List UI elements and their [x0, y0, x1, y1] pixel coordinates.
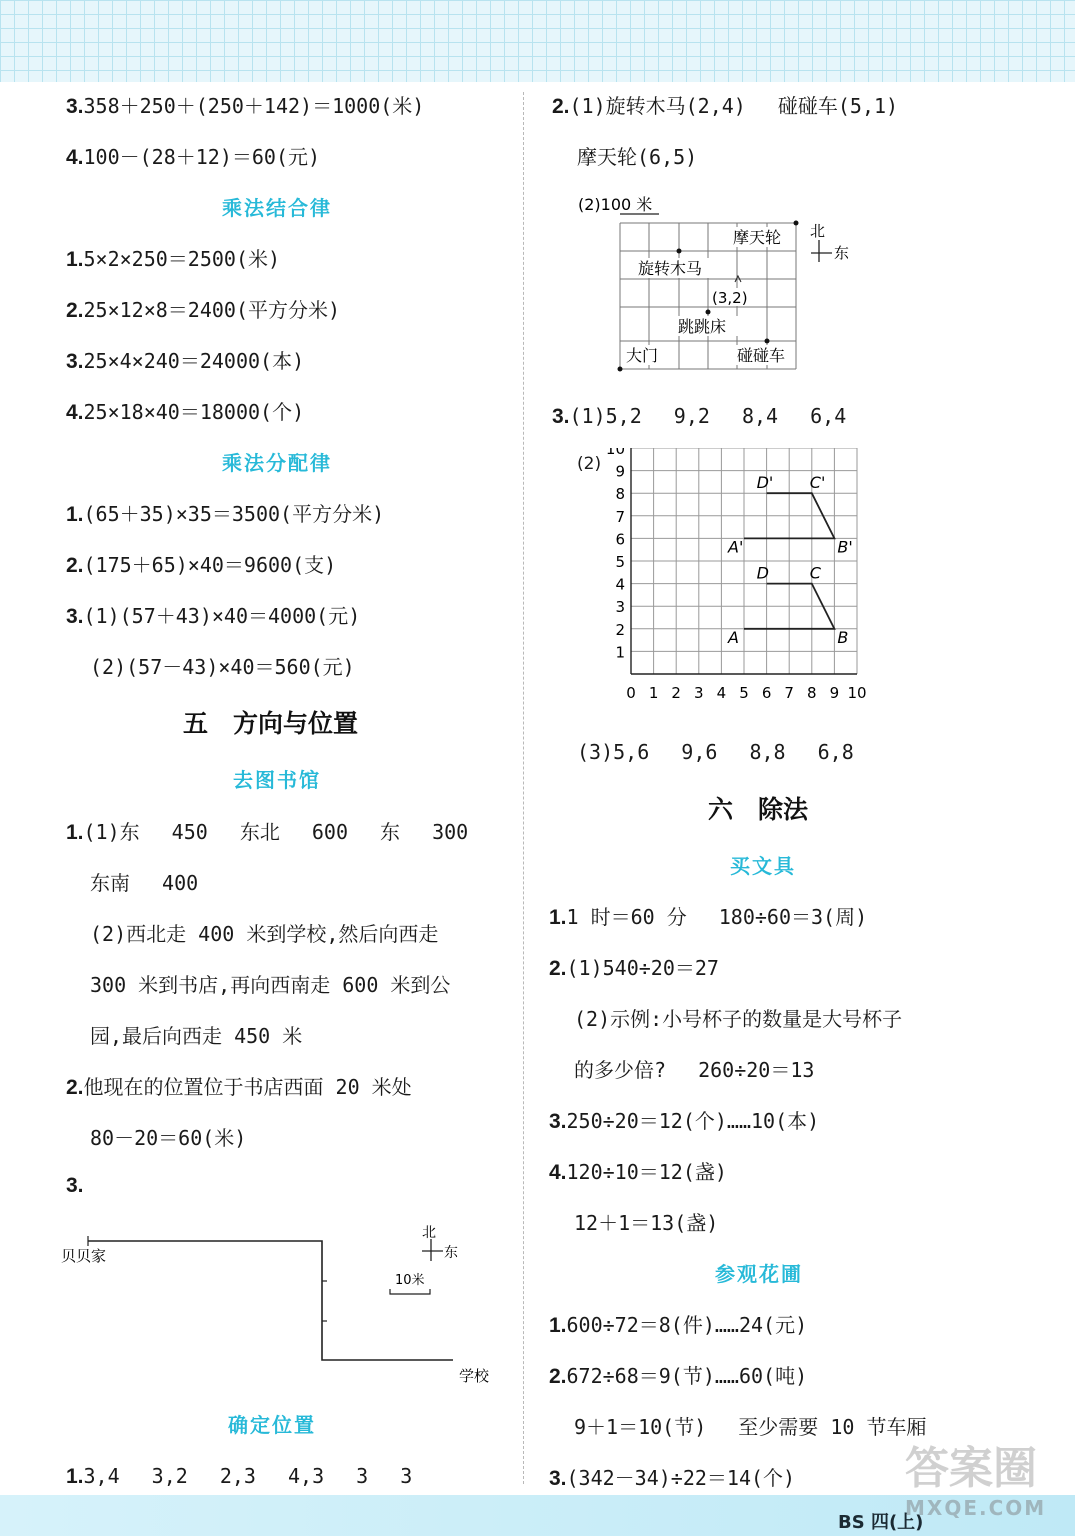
carousel-label: 旋转木马 [638, 259, 703, 278]
x-tick-label: 9 [829, 684, 840, 702]
section-title: 参观花圃 [715, 1262, 803, 1286]
answer-line: 2.(1)旋转木马(2,4) 碰碰车(5,1) [552, 94, 899, 118]
watermark-url: MXQE.COM [905, 1496, 1047, 1520]
vertex-label: C' [809, 473, 826, 493]
answer-line: 园,最后向西走 450 米 [90, 1024, 303, 1048]
header-grid-band [0, 0, 1075, 82]
answer-line: 1.1 时＝60 分 180÷60＝3(周) [549, 905, 868, 929]
column-divider [523, 92, 524, 1484]
section-title: 乘法分配律 [222, 451, 332, 475]
answer-line: 4.120÷10＝12(盏) [549, 1160, 727, 1184]
answer-line: 的多少倍? 260÷20＝13 [574, 1058, 815, 1082]
answer-line: 2.他现在的位置位于书店西面 20 米处 [66, 1075, 412, 1099]
trampoline-point [706, 310, 711, 315]
trampoline-label: 跳跳床 [678, 317, 727, 336]
bumper-label: 碰碰车 [737, 346, 786, 365]
answer-line: 1.3,4 3,2 2,3 4,3 3 3 [66, 1464, 413, 1488]
bumper-point [765, 339, 770, 344]
east-label: 东 [444, 1245, 458, 1261]
y-tick-label: 1 [615, 643, 625, 662]
answer-line: 4.25×18×40＝18000(个) [66, 400, 305, 424]
chapter-title: 六 除法 [708, 795, 809, 824]
x-tick-label: 0 [626, 684, 636, 702]
answer-line: 1.5×2×250＝2500(米) [66, 247, 281, 271]
x-tick-label: 5 [739, 684, 749, 702]
chart-label: (2) [577, 454, 602, 474]
school-label: 学校 [459, 1367, 490, 1385]
answer-line: (2)西北走 400 米到学校,然后向西走 [90, 922, 439, 946]
y-tick-label: 9 [615, 462, 625, 481]
footer-label: BS 四(上) [838, 1512, 924, 1533]
answer-line: 摩天轮(6,5) [577, 145, 698, 169]
vertex-label: A [728, 627, 739, 647]
y-tick-label: 2 [615, 620, 625, 639]
carousel-point [677, 249, 682, 254]
answer-line: 3.(1)(57＋43)×40＝4000(元) [66, 604, 361, 628]
scale-label: 10米 [395, 1273, 425, 1288]
vertex-label: D' [756, 473, 774, 493]
x-tick-label: 10 [847, 684, 867, 702]
answer-line: 1.(1)东 450 东北 600 东 300 [66, 820, 469, 844]
x-tick-label: 2 [671, 684, 681, 702]
scale-bar [390, 1289, 430, 1294]
coordinate-chart-svg [577, 448, 877, 718]
gate-point [618, 367, 623, 372]
ferris-label: 摩天轮 [733, 228, 782, 247]
y-tick-label: 4 [615, 575, 625, 594]
vertex-label: C [809, 563, 821, 583]
route-figure [55, 1215, 505, 1390]
route-line [88, 1241, 453, 1360]
y-tick-label: 8 [615, 485, 625, 504]
answer-line: 9＋1＝10(节) 至少需要 10 节车厢 [574, 1415, 927, 1439]
section-title: 确定位置 [228, 1413, 316, 1437]
y-tick-label: 3 [615, 598, 625, 617]
x-tick-label: 4 [716, 684, 727, 702]
chapter-title: 五 方向与位置 [183, 709, 359, 738]
map-scale-label: (2)100 米 [578, 195, 653, 214]
vertex-label: B [837, 627, 849, 647]
answer-line: 80－20＝60(米) [90, 1126, 247, 1150]
y-tick-label: 10 [605, 448, 625, 458]
ferris-point [794, 221, 799, 226]
x-tick-label: 8 [807, 684, 817, 702]
x-tick-label: 3 [694, 684, 704, 702]
vertex-label: D [756, 563, 769, 583]
answer-line: 3.25×4×240＝24000(本) [66, 349, 305, 373]
answer-line: 3.(342－34)÷22＝14(个) [549, 1466, 796, 1490]
gate-label: 大门 [626, 346, 659, 365]
x-tick-label: 1 [648, 684, 659, 702]
section-title: 乘法结合律 [222, 196, 332, 220]
point-label: (3,2) [712, 289, 748, 307]
x-tick-label: 6 [761, 684, 772, 702]
section-title: 买文具 [730, 854, 796, 878]
park-map [570, 190, 870, 380]
north-label: 北 [422, 1225, 436, 1241]
x-tick-label: 7 [784, 684, 794, 702]
y-tick-label: 5 [615, 553, 625, 571]
answer-line: 2.25×12×8＝2400(平方分米) [66, 298, 341, 322]
answer-line: 2.(175＋65)×40＝9600(支) [66, 553, 337, 577]
answer-line: 东南 400 [90, 871, 199, 895]
north-label: 北 [810, 222, 826, 240]
section-title: 去图书馆 [233, 768, 321, 792]
east-label: 东 [834, 244, 850, 262]
answer-line: 3.(1)5,2 9,2 8,4 6,4 [552, 404, 847, 428]
answer-line: (2)示例:小号杯子的数量是大号杯子 [574, 1007, 903, 1031]
answer-line: 1.(65＋35)×35＝3500(平方分米) [66, 502, 385, 526]
y-tick-label: 7 [615, 507, 625, 526]
vertex-label: B' [837, 537, 853, 557]
answer-line: 1.600÷72＝8(件)……24(元) [549, 1313, 808, 1337]
answer-line: 2.672÷68＝9(节)……60(吨) [549, 1364, 808, 1388]
answer-line: 300 米到书店,再向西南走 600 米到公 [90, 973, 451, 997]
answer-line: (2)(57－43)×40＝560(元) [90, 655, 355, 679]
answer-line: 2.(1)540÷20＝27 [549, 956, 719, 980]
answer-line: 3.250÷20＝12(个)……10(本) [549, 1109, 820, 1133]
answer-line: (3)5,6 9,6 8,8 6,8 [577, 740, 854, 764]
answer-line: 3. [66, 1174, 84, 1197]
answer-line: 12＋1＝13(盏) [574, 1211, 719, 1235]
answer-line: 3.358＋250＋(250＋142)＝1000(米) [66, 94, 425, 118]
vertex-label: A' [728, 537, 744, 557]
watermark: 答案圈 [905, 1443, 1037, 1494]
coordinate-chart [577, 448, 877, 722]
answer-line: 4.100－(28＋12)＝60(元) [66, 145, 321, 169]
y-tick-label: 6 [615, 530, 625, 549]
home-label: 贝贝家 [61, 1247, 107, 1265]
